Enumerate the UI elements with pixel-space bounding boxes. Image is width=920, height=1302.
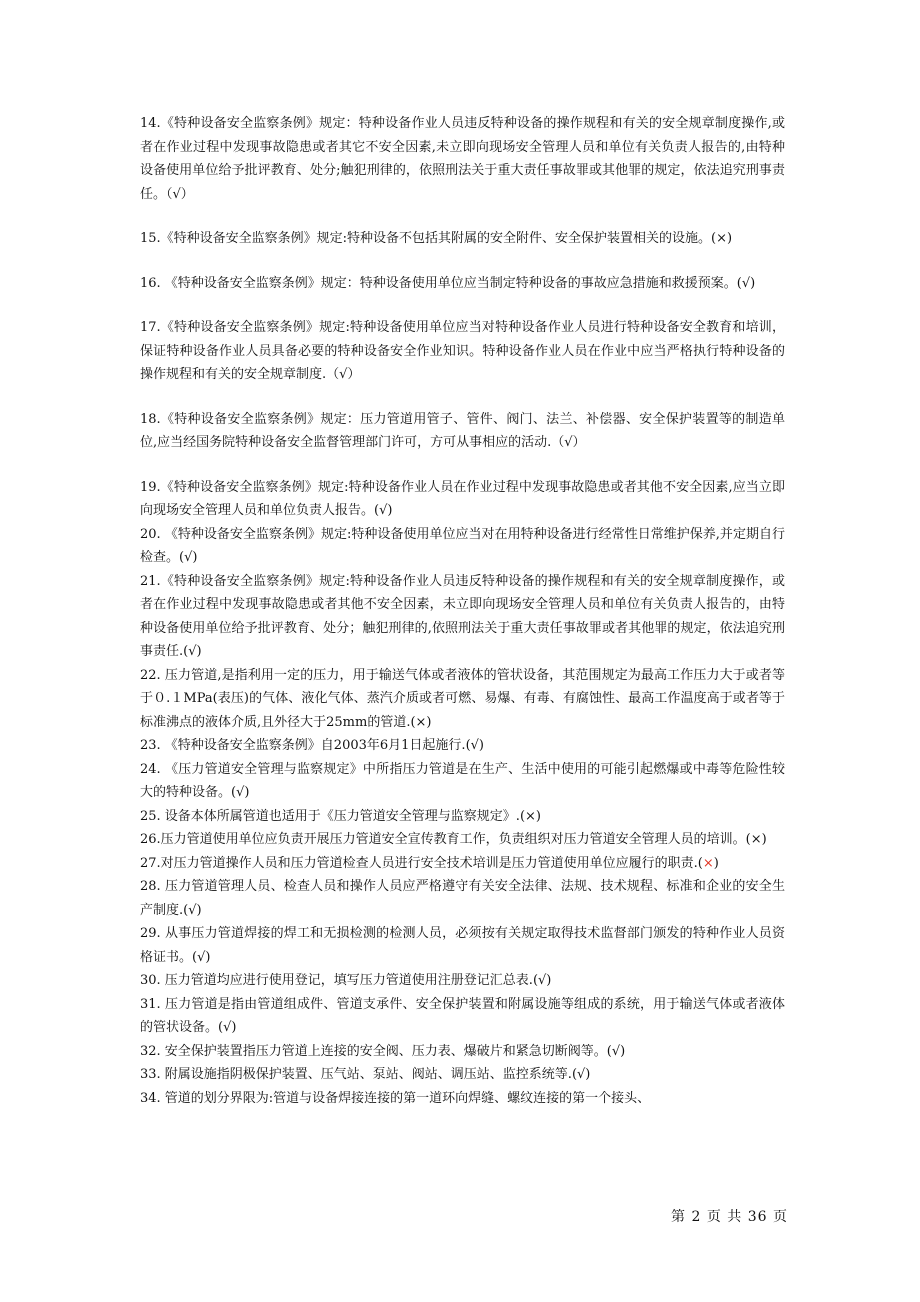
question-item-22: 22. 压力管道,是指利用一定的压力，用于输送气体或者液体的管状设备，其范围规定为最高工作压力大于或者等于０.１MPa(表压)的气体、液化气体、蒸汽介质或者可燃、易爆、有毒、有腐蚀性、最高工作温度高于或者等于标准沸点的液体介质,且外径大于25mm的管道.(×)	[140, 667, 785, 730]
question-item-18: 18.《特种设备安全监察条例》规定：压力管道用管子、管件、阀门、法兰、补偿器、安全保护装置等的制造单位,应当经国务院特种设备安全监督管理部门许可，方可从事相应的活动.（√）	[140, 411, 785, 450]
page-number-footer: 第 2 页 共 36 页	[671, 1209, 788, 1225]
question-item-34: 34. 管道的划分界限为:管道与设备焊接连接的第一道环向焊缝、螺纹连接的第一个接头、	[140, 1090, 651, 1106]
answer-mark-red: ×	[702, 855, 714, 871]
question-item-27	[140, 852, 785, 876]
question-item-26: 26.压力管道使用单位应负责开展压力管道安全宣传教育工作，负责组织对压力管道安全管理人员的培训。(×)	[140, 832, 767, 847]
question-item-23: 23. 《特种设备安全监察条例》自2003年6月1日起施行.(√)	[140, 738, 484, 753]
question-item-33: 33. 附属设施指阴极保护装置、压气站、泵站、阀站、调压站、监控系统等.(√)	[140, 1067, 591, 1082]
question-item-24: 24. 《压力管道安全管理与监察规定》中所指压力管道是在生产、生活中使用的可能引起燃爆或中毒等危险性较大的特种设备。(√)	[140, 761, 785, 800]
question-item-25: 25. 设备本体所属管道也适用于《压力管道安全管理与监察规定》.(×)	[140, 808, 541, 824]
question-item-15: 15.《特种设备安全监察条例》规定:特种设备不包括其附属的安全附件、安全保护装置相关的设施。(×)	[140, 231, 733, 246]
question-item-27-text: 27.对压力管道操作人员和压力管道检查人员进行安全技术培训是压力管道使用单位应履行的职责.(	[140, 855, 703, 871]
question-item-20: 20. 《特种设备安全监察条例》规定:特种设备使用单位应当对在用特种设备进行经常性日常维护保养,并定期自行检查。(√)	[140, 526, 785, 565]
question-list	[140, 112, 785, 1110]
question-item-19: 19.《特种设备安全监察条例》规定:特种设备作业人员在作业过程中发现事故隐患或者其他不安全因素,应当立即向现场安全管理人员和单位负责人报告。(√)	[140, 479, 785, 518]
question-item-21: 21.《特种设备安全监察条例》规定:特种设备作业人员违反特种设备的操作规程和有关的安全规章制度操作，或者在作业过程中发现事故隐患或者其他不安全因素，未立即向现场安全管理人员和单位有关负责人报告的，由特种设备使用单位给予批评教育、处分；触犯刑律的,依照刑法关于重大责任事故罪或者其他罪的规定，依法追究刑事责任.(√)	[140, 573, 785, 659]
question-item-29: 29. 从事压力管道焊接的焊工和无损检测的检测人员，必须按有关规定取得技术监督部门颁发的特种作业人员资格证书。(√)	[140, 926, 785, 965]
question-item-17: 17.《特种设备安全监察条例》规定:特种设备使用单位应当对特种设备作业人员进行特种设备安全教育和培训，保证特种设备作业人员具备必要的特种设备安全作业知识。特种设备作业人员在作业中应当严格执行特种设备的操作规程和有关的安全规章制度.（√）	[140, 320, 785, 382]
question-item-30: 30. 压力管道均应进行使用登记，填写压力管道使用注册登记汇总表.(√)	[140, 973, 552, 988]
question-item-32: 32. 安全保护装置指压力管道上连接的安全阀、压力表、爆破片和紧急切断阀等。(√)	[140, 1043, 626, 1059]
question-item-16: 16. 《特种设备安全监察条例》规定：特种设备使用单位应当制定特种设备的事故应急措施和救援预案。(√)	[140, 275, 756, 291]
question-item-14: 14.《特种设备安全监察条例》规定：特种设备作业人员违反特种设备的操作规程和有关的安全规章制度操作,或者在作业过程中发现事故隐患或者其它不安全因素,未立即向现场安全管理人员和单位有关负责人报告的,由特种设备使用单位给予批评教育、处分;触犯刑律的，依照刑法关于重大责任事故罪或其他罪的规定，依法追究刑事责任。（√）	[140, 116, 785, 202]
question-item-27-close: )	[713, 855, 719, 871]
question-item-31: 31. 压力管道是指由管道组成件、管道支承件、安全保护装置和附属设施等组成的系统，用于输送气体或者液体的管状设备。(√)	[140, 996, 785, 1035]
question-item-28: 28. 压力管道管理人员、检查人员和操作人员应严格遵守有关安全法律、法规、技术规程、标准和企业的安全生产制度.(√)	[140, 879, 785, 918]
